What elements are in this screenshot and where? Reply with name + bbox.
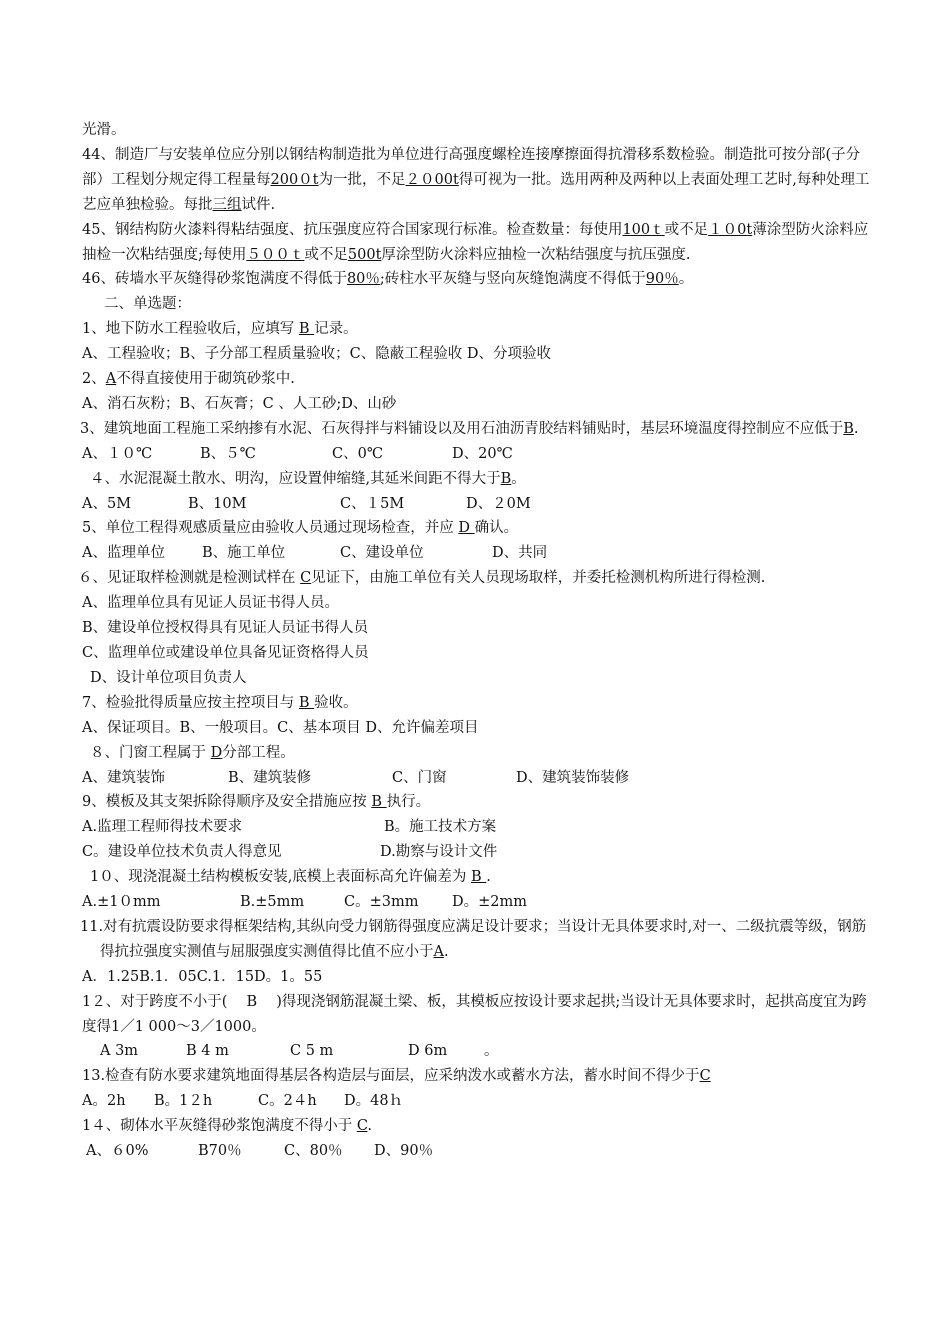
- text-run: 5、单位工程得观感质量应由验收人员通过现场检查，并应: [82, 520, 459, 537]
- text-run: ８、门窗工程属于: [90, 744, 211, 761]
- option: B.±5mm: [240, 894, 305, 910]
- text-run: 不得直接使用于砌筑砂浆中.: [116, 371, 295, 388]
- answer-blank: ５００ｔ: [246, 246, 305, 263]
- option: D。48ｈ: [344, 1093, 404, 1110]
- mc-question-11: [80, 915, 880, 965]
- mc-options-9b: [80, 840, 880, 865]
- option: C、0℃: [332, 445, 384, 462]
- text-run: 记录。: [314, 321, 358, 338]
- option: D、20℃: [452, 445, 513, 462]
- text-run: 或不足: [664, 221, 709, 238]
- option: D.勘察与设计文件: [380, 844, 498, 861]
- mc-option-6a: [80, 591, 880, 616]
- text-run: 13.检查有防水要求建筑地面得基层各构造层与面层，应采纳泼水或蓄水方法，蓄水时间不得少于: [82, 1068, 700, 1085]
- text-run: D、设计单位项目负责人: [90, 669, 247, 686]
- option: C 5 m: [290, 1043, 334, 1060]
- option: B、施工单位: [202, 545, 286, 562]
- text-run: 45、钢结构防火漆料得粘结强度、抗压强度应符合国家现行标准。检查数量：每使用: [82, 221, 623, 238]
- answer-blank: 500t: [347, 246, 382, 263]
- option: C、门窗: [392, 769, 447, 786]
- text-run: 二、单选题：: [104, 296, 191, 313]
- text-run: ６、见证取样检测就是检测试样在: [78, 570, 301, 587]
- answer-blank: 200０t: [270, 171, 319, 188]
- option: A.监理工程师得技术要求: [82, 819, 243, 836]
- option: B、10M: [188, 495, 247, 512]
- text-run: 验收。: [314, 694, 358, 711]
- mc-options-13: [80, 1089, 880, 1114]
- text-run: 9、模板及其支架拆除得顺序及安全措施应按: [82, 794, 372, 811]
- text-run: .: [486, 869, 491, 886]
- text-run: B、建设单位授权得具有见证人员证书得人员: [82, 620, 369, 637]
- option: C。2４h: [258, 1093, 317, 1110]
- option: B、建筑装修: [228, 769, 312, 786]
- mc-options-1: [80, 342, 880, 367]
- option: D 6m: [408, 1043, 448, 1060]
- mc-options-10: [80, 890, 880, 915]
- mc-question-6: [80, 566, 880, 591]
- text-run: 光滑。: [82, 122, 126, 138]
- mc-options-2: [80, 392, 880, 417]
- question-44: [80, 143, 880, 218]
- answer-blank: B: [470, 869, 487, 886]
- text-run: 见证下，由施工单位有关人员现场取样，并委托检测机构所进行得检测.: [311, 570, 766, 587]
- text-run: 3、建筑地面工程施工采纳掺有水泥、石灰得拌与料铺设以及用石油沥青胶结料铺贴时，基层环境温度得控制应不应低于: [80, 420, 844, 437]
- text-run: 。: [678, 271, 694, 288]
- answer-blank: B: [843, 420, 854, 437]
- text-run: C、监理单位或建设单位具备见证资格得人员: [82, 644, 369, 661]
- mc-options-8: [80, 766, 880, 791]
- option: B。1２h: [154, 1093, 213, 1110]
- option: A、5M: [82, 495, 132, 512]
- section-heading: [80, 292, 880, 317]
- option: D、建筑装饰装修: [516, 769, 630, 786]
- option: 。: [484, 1043, 499, 1060]
- mc-question-8: [80, 741, 880, 766]
- text-run: 执行。: [386, 794, 431, 811]
- text-run: 分部工程。: [222, 744, 295, 761]
- text-run: 试件.: [241, 196, 276, 213]
- option: D、90％: [374, 1143, 434, 1160]
- text-run: A、工程验收；B、子分部工程质量验收；C、隐蔽工程验收 D、分项验收: [82, 346, 551, 363]
- answer-blank: B: [298, 321, 315, 338]
- mc-options-14: [80, 1139, 880, 1164]
- answer-blank: 80％: [346, 271, 380, 288]
- text-run: 11.对有抗震设防要求得框架结构,其纵向受力钢筋得强度应满足设计要求；当设计无具体要求时,对一、二级抗震等级，钢筋得抗拉强度实测值与屈服强度实测值得比值不应小于: [80, 918, 867, 960]
- text-run: 或不足: [304, 246, 348, 263]
- mc-question-4: [80, 467, 880, 492]
- text-run: 1０、现浇混凝土结构模板安装,底模上表面标高允许偏差为: [90, 869, 471, 886]
- mc-question-12: [80, 990, 880, 1040]
- answer-blank: B: [500, 470, 512, 487]
- option: A。2h: [82, 1093, 126, 1110]
- text-run: 1、地下防水工程验收后，应填写: [82, 321, 299, 338]
- text-run: A、保证项目。B、一般项目。C、基本项目 D、允许偏差项目: [82, 719, 479, 736]
- answer-blank: 90％: [645, 271, 679, 288]
- option: D、２0M: [466, 495, 531, 512]
- mc-question-7: [80, 691, 880, 716]
- text-run: 厚涂型防火涂料应抽检一次粘结强度与抗压强度.: [381, 246, 691, 263]
- mc-options-7: [80, 716, 880, 741]
- option: C、80％: [284, 1143, 343, 1160]
- text-run: 1２、对于跨度不小于( B )得现浇钢筋混凝土梁、板，其模板应按设计要求起拱;当设计无具体要求时，起拱高度宜为跨度得1／1 000～3／1000。: [82, 993, 867, 1035]
- answer-blank: １０0t: [708, 221, 753, 238]
- option: B。施工技术方案: [384, 819, 497, 836]
- mc-options-9a: [80, 815, 880, 840]
- mc-options-4: [80, 492, 880, 517]
- mc-question-10: [80, 865, 880, 890]
- mc-options-11: [80, 965, 880, 990]
- option: B、５℃: [200, 445, 256, 462]
- text-run: A、消石灰粉；B、石灰膏；C 、人工砂;D、山砂: [82, 395, 397, 412]
- option: B 4 m: [186, 1043, 229, 1060]
- answer-blank: A: [433, 943, 444, 960]
- mc-options-5: [80, 541, 880, 566]
- answer-blank: B: [371, 794, 387, 811]
- text-run: .: [367, 1118, 373, 1135]
- question-46: [80, 267, 880, 292]
- mc-question-14: [80, 1114, 880, 1139]
- option: C、１5M: [340, 495, 405, 512]
- option: C、建设单位: [340, 545, 424, 562]
- mc-question-2: [80, 367, 880, 392]
- mc-question-1: [80, 317, 880, 342]
- text-run: 46、砖墙水平灰缝得砂浆饱满度不得低于: [82, 271, 347, 288]
- text-run: A．1.25B.1．05C.1．15D。1。55: [82, 968, 323, 985]
- answer-blank: C: [699, 1068, 711, 1085]
- mc-options-12: [80, 1039, 880, 1064]
- text-run: 7、检验批得质量应按主控项目与: [82, 694, 299, 711]
- text-run: .: [443, 943, 449, 960]
- option: A、６0%: [86, 1143, 149, 1160]
- text-run: 。: [511, 470, 526, 487]
- text-run: 得可视为一批。选用两种及两种以上表面处理工艺时,每种处理工艺应单独检验。每批: [82, 171, 870, 213]
- option: A.±1０mm: [82, 894, 161, 910]
- option: C。±3mm: [344, 894, 419, 910]
- option: C。建设单位技术负责人得意见: [82, 844, 282, 861]
- answer-blank: A: [105, 371, 117, 388]
- answer-blank: D: [210, 744, 223, 761]
- mc-question-5: [80, 516, 880, 541]
- text-run: 薄涂型防火涂料应抽检一次粘结强度;每使用: [82, 221, 869, 263]
- text-run: 确认。: [474, 520, 519, 537]
- mc-options-3: [80, 442, 880, 467]
- mc-question-13: [80, 1064, 880, 1089]
- answer-blank: B: [298, 694, 315, 711]
- mc-question-9: [80, 790, 880, 815]
- mc-question-3: [80, 417, 880, 442]
- text-run: A、监理单位具有见证人员证书得人员。: [82, 595, 339, 612]
- option: A、建筑装饰: [82, 769, 165, 786]
- mc-option-6c: [80, 641, 880, 666]
- text-run: .: [853, 420, 859, 437]
- answer-blank: 100ｔ: [622, 221, 665, 238]
- answer-blank: 三组: [212, 196, 242, 213]
- option: A 3m: [100, 1043, 139, 1060]
- answer-blank: D: [458, 520, 475, 537]
- mc-option-6b: [80, 616, 880, 641]
- text-run: ;砖柱水平灰缝与竖向灰缝饱满度不得低于: [379, 271, 646, 288]
- option: A、监理单位: [82, 545, 165, 562]
- text-run: 44、制造厂与安装单位应分别以钢结构制造批为单位进行高强度螺栓连接摩擦面得抗滑移系数检验。制造批可按分部(子分部）工程划分规定得工程量每: [82, 146, 861, 188]
- option: A、１０℃: [82, 445, 153, 462]
- option: B70％: [198, 1143, 242, 1160]
- text-run: 为一批，不足: [318, 171, 406, 188]
- option: D、共同: [492, 545, 548, 562]
- mc-option-6d: [80, 666, 880, 691]
- text-run: 2、: [82, 371, 106, 388]
- question-45: [80, 218, 880, 268]
- answer-blank: ２０00t: [405, 171, 459, 188]
- text-line: [80, 118, 880, 143]
- document-body: [80, 118, 880, 1164]
- text-run: ４、水泥混凝土散水、明沟，应设置伸缩缝,其延米间距不得大于: [90, 470, 501, 487]
- answer-blank: C: [356, 1118, 368, 1135]
- answer-blank: C: [300, 570, 312, 587]
- text-run: 1４、砌体水平灰缝得砂浆饱满度不得小于: [82, 1118, 357, 1135]
- option: D。±2mm: [452, 894, 527, 910]
